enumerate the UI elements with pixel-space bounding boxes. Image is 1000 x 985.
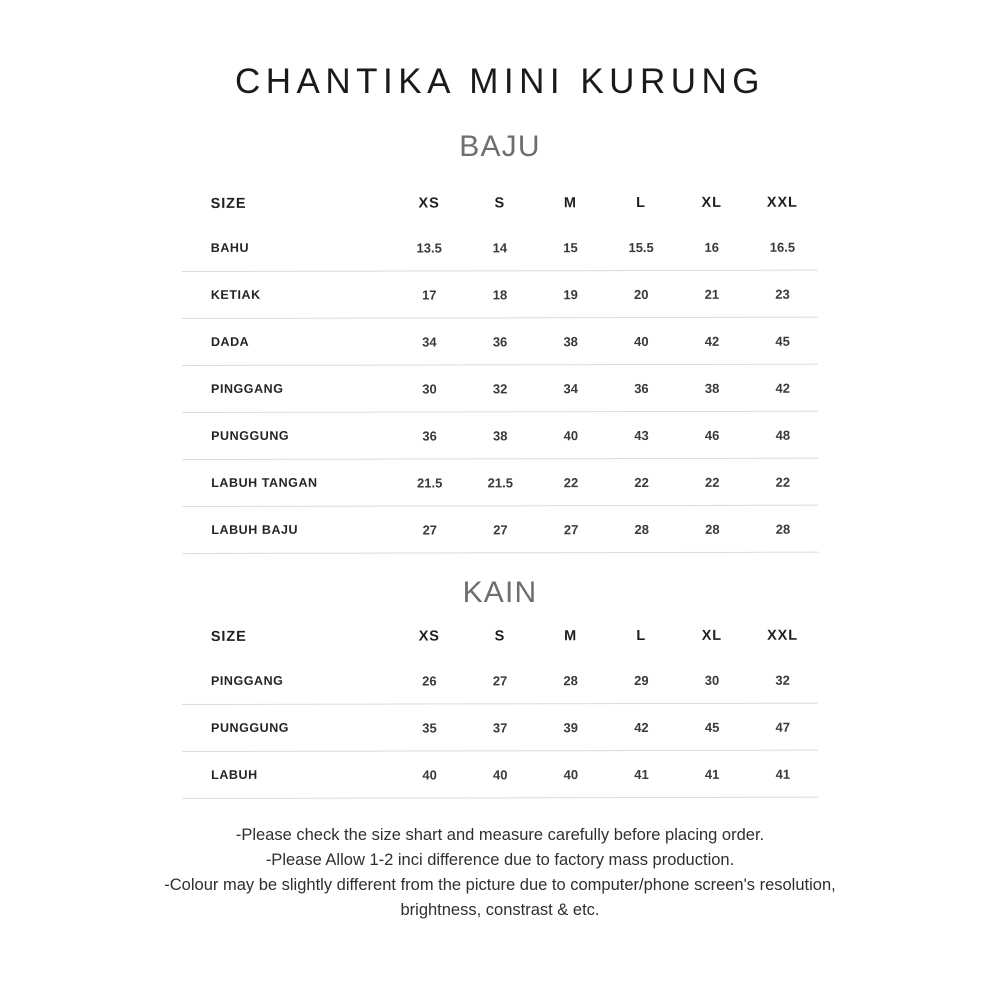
- cell-m: 22: [536, 458, 607, 505]
- row-label: PINGGANG: [182, 365, 394, 412]
- cell-m: 19: [535, 270, 606, 317]
- cell-xl: 41: [677, 750, 748, 797]
- cell-xxl: 23: [747, 270, 818, 317]
- table-row: [182, 223, 818, 271]
- column-header-l: L: [636, 194, 646, 211]
- cell-xxl: 32: [775, 671, 790, 688]
- row-label: LABUH: [182, 751, 394, 798]
- table-header-row: [182, 181, 818, 224]
- cell-l: 41: [606, 750, 677, 797]
- cell-l: 15.5: [628, 239, 654, 255]
- table-row: [182, 270, 818, 318]
- cell-m: 27: [536, 505, 607, 552]
- cell-m: 15: [563, 239, 578, 255]
- column-header-xxl: XXL: [766, 194, 798, 211]
- cell-xl: 46: [677, 411, 748, 458]
- table-baju: [182, 181, 819, 553]
- row-label: BAHU: [210, 240, 250, 255]
- cell-l: 43: [606, 411, 677, 458]
- table-body-kain: [182, 656, 818, 798]
- table-row: [182, 656, 818, 704]
- note-line: -Colour may be slightly different from the picture due to computer/phone screen's resolution,: [164, 875, 836, 894]
- cell-xxl: 42: [747, 364, 818, 411]
- section-heading-baju: BAJU: [459, 129, 541, 163]
- cell-xs: 17: [394, 271, 465, 318]
- table-row: [182, 750, 818, 798]
- column-header-m: M: [564, 627, 578, 644]
- column-header-s: S: [494, 628, 506, 645]
- cell-m: 39: [535, 703, 606, 750]
- note-line: -Please Allow 1-2 inci difference due to factory mass production.: [265, 850, 735, 869]
- row-label: KETIAK: [182, 271, 394, 318]
- cell-s: 37: [465, 704, 536, 751]
- cell-m: 28: [563, 672, 578, 688]
- cell-xs: 30: [394, 365, 465, 412]
- cell-xs: 21.5: [394, 459, 465, 506]
- cell-s: 36: [465, 318, 536, 365]
- table-row: [182, 703, 818, 751]
- size-table-baju: [182, 181, 819, 553]
- cell-xs: 40: [394, 751, 465, 798]
- cell-xs: 13.5: [416, 239, 442, 255]
- cell-xl: 38: [677, 364, 748, 411]
- cell-s: 38: [465, 412, 536, 459]
- column-header-xs: XS: [418, 628, 440, 645]
- table-row: [182, 317, 818, 365]
- cell-xl: 16: [704, 239, 720, 255]
- table-kain: [182, 614, 818, 798]
- cell-xs: 34: [394, 318, 465, 365]
- size-table-kain: [182, 614, 818, 798]
- cell-xs: 26: [422, 672, 437, 688]
- cell-xs: 36: [394, 412, 465, 459]
- row-label: DADA: [182, 318, 394, 365]
- column-header-xl: XL: [701, 627, 723, 644]
- column-header-l: L: [636, 627, 647, 644]
- table-head-baju: [182, 181, 818, 224]
- cell-m: 38: [535, 317, 606, 364]
- cell-s: 27: [465, 506, 536, 553]
- cell-xxl: 28: [748, 505, 819, 552]
- footer-notes: [0, 799, 1000, 923]
- cell-xl: 42: [677, 317, 748, 364]
- row-label: PUNGGUNG: [182, 412, 394, 459]
- cell-xl: 22: [677, 458, 748, 505]
- page-title: CHANTIKA MINI KURUNG: [234, 62, 766, 101]
- cell-xs: 35: [394, 704, 465, 751]
- cell-xxl: 22: [748, 458, 819, 505]
- column-header-s: S: [494, 195, 506, 212]
- cell-l: 20: [606, 270, 677, 317]
- cell-xxl: 16.5: [769, 238, 796, 255]
- cell-xxl: 47: [747, 703, 818, 750]
- cell-s: 32: [465, 365, 536, 412]
- cell-l: 22: [606, 458, 677, 505]
- row-label: PUNGGUNG: [182, 704, 394, 751]
- row-label: LABUH BAJU: [182, 506, 394, 553]
- column-header-m: M: [563, 194, 577, 211]
- row-label: PINGGANG: [210, 673, 284, 688]
- table-row: [182, 505, 818, 553]
- cell-xl: 21: [676, 270, 747, 317]
- column-header-xl: XL: [701, 194, 722, 211]
- cell-xl: 30: [704, 672, 720, 688]
- section-heading-kain: KAIN: [462, 575, 538, 609]
- table-row: [182, 411, 818, 459]
- column-header-size: SIZE: [210, 195, 247, 212]
- cell-xxl: 45: [747, 317, 818, 364]
- note-line: brightness, constrast & etc.: [400, 900, 600, 919]
- table-body-baju: [182, 223, 819, 553]
- note-line: -Please check the size shart and measure carefully before placing order.: [235, 825, 765, 844]
- cell-xl: 28: [677, 505, 748, 552]
- cell-l: 29: [634, 672, 649, 688]
- table-header-row: [182, 614, 818, 657]
- column-header-size: SIZE: [210, 628, 247, 645]
- cell-s: 21.5: [465, 459, 536, 506]
- cell-m: 40: [536, 750, 607, 797]
- cell-s: 40: [465, 751, 536, 798]
- cell-l: 28: [606, 505, 677, 552]
- cell-xs: 27: [394, 506, 465, 553]
- table-head-kain: [182, 614, 818, 657]
- column-header-xxl: XXL: [767, 627, 798, 644]
- cell-l: 36: [606, 364, 677, 411]
- cell-m: 40: [536, 411, 607, 458]
- cell-xl: 45: [677, 703, 748, 750]
- cell-xxl: 48: [747, 411, 818, 458]
- table-row: [182, 364, 818, 412]
- cell-s: 14: [492, 239, 508, 255]
- cell-l: 42: [606, 703, 677, 750]
- row-label: LABUH TANGAN: [182, 459, 394, 506]
- column-header-xs: XS: [418, 195, 440, 212]
- table-row: [182, 458, 818, 506]
- cell-xxl: 41: [747, 750, 818, 797]
- cell-l: 40: [606, 317, 677, 364]
- cell-m: 34: [535, 364, 606, 411]
- cell-s: 27: [492, 672, 508, 688]
- cell-s: 18: [465, 271, 536, 318]
